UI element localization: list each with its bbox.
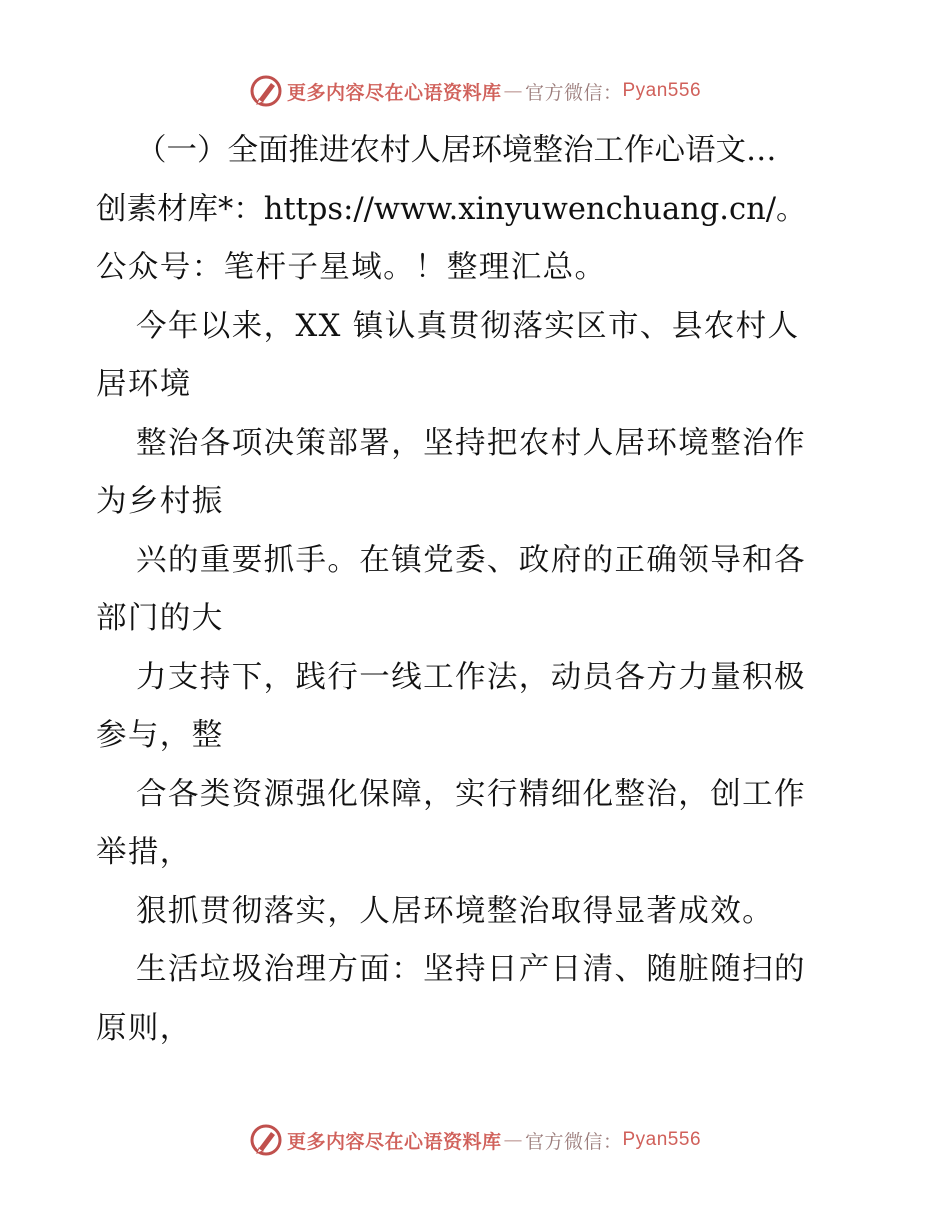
document-body	[96, 122, 856, 1058]
text-line: 整治各项决策部署，坚持把农村人居环境整治作	[136, 425, 806, 461]
text-line: 生活垃圾治理方面：坚持日产日清、随脏随扫的	[136, 952, 806, 987]
watermark-brand: 更多内容尽在心语资料库	[286, 81, 502, 104]
text-line: 居环境	[96, 367, 192, 402]
header-watermark	[0, 71, 950, 111]
watermark-official: 官方微信：	[524, 1130, 623, 1153]
watermark-id: Pyan556	[622, 80, 702, 101]
pen-logo-icon	[249, 1123, 283, 1157]
watermark-official: 官方微信：	[524, 81, 623, 104]
text-line: 今年以来，XX 镇认真贯彻落实区市、县农村人	[136, 308, 800, 344]
text-line: 力支持下，践行一线工作法，动员各方力量积极	[136, 659, 806, 695]
watermark-dash: —	[503, 80, 523, 102]
text-line: 参与，整	[96, 718, 224, 753]
footer-watermark	[0, 1120, 950, 1160]
text-line: 部门的大	[96, 601, 224, 636]
watermark-brand: 更多内容尽在心语资料库	[286, 1130, 502, 1153]
text-line: （一）全面推进农村人居环境整治工作心语文…	[136, 133, 777, 168]
text-line: 原则，	[96, 1010, 192, 1046]
text-line: 兴的重要抓手。在镇党委、政府的正确领导和各	[136, 542, 806, 578]
text-line: 创素材库*：https://www.xinyuwenchuang.cn/。	[96, 191, 807, 227]
watermark-dash: —	[503, 1129, 523, 1151]
text-line: 公众号：笔杆子星域。！整理汇总。	[96, 250, 607, 285]
watermark-id: Pyan556	[622, 1129, 702, 1150]
text-line: 为乡村振	[96, 484, 224, 519]
text-line: 狠抓贯彻落实，人居环境整治取得显著成效。	[136, 893, 774, 929]
pen-logo-icon	[249, 74, 283, 108]
text-line: 举措，	[96, 835, 192, 870]
text-line: 合各类资源强化保障，实行精细化整治，创工作	[136, 776, 806, 812]
